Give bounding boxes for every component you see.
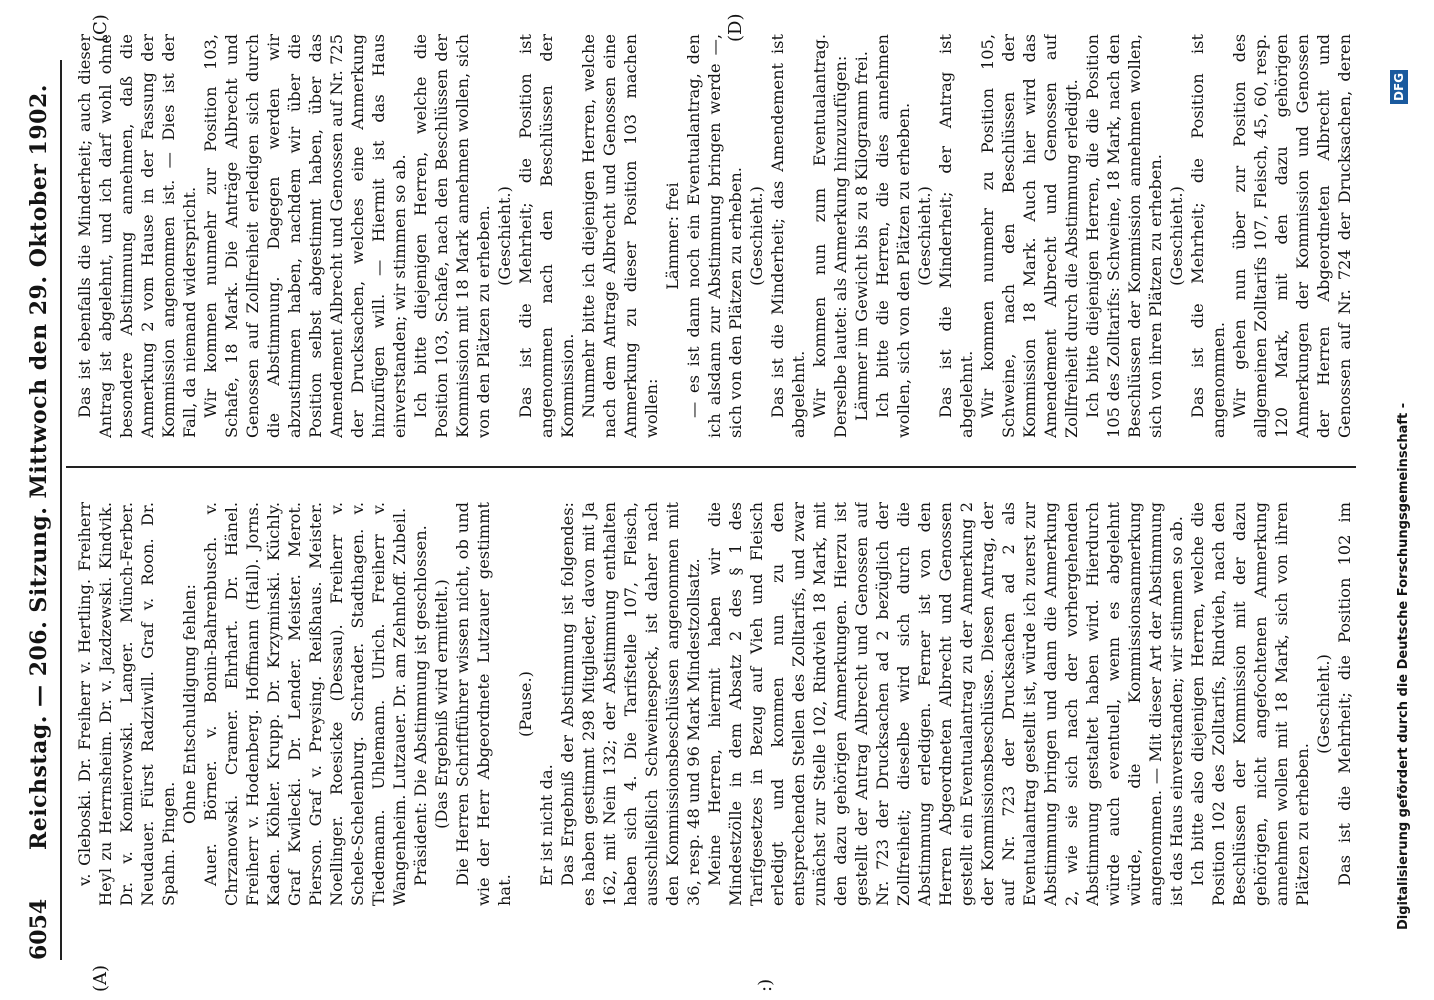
paragraph: Nunmehr bitte ich diejenigen Herren, welche nach dem Antrage Albrecht und Genossen eine Anmerkung zu dieser Position 103 machen wollen:	[579, 34, 661, 438]
right-text-column	[74, 34, 1356, 438]
paragraph: (Pause.)	[516, 671, 535, 737]
paragraph: (Das Ergebniß wird ermittelt.)	[432, 579, 451, 829]
running-title: Reichstag. — 206. Sitzung. Mittwoch den 29. Oktober 1902.	[26, 84, 52, 850]
paragraph: Wir kommen nunmehr zu Position 105, Schweine, nach den Beschlüssen der Kommission 18 Mark. Auch hier wird das Amendement Albrecht und Genossen auf Zollfreiheit durch die Abstimmung erledigt.	[978, 34, 1081, 438]
paragraph: Das ist ebenfalls die Minderheit; auch dieser Antrag ist abgelehnt, und ich darf wohl ohne besondere Abstimmung annehmen, daß die Anmerkung 2 vom Hause in der Fassung der Kommission angenommen ist. — Dies ist der Fall, da niemand widerspricht.	[75, 34, 199, 438]
paragraph: (Geschieht.)	[747, 186, 766, 286]
paragraph: Das ist die Mehrheit; die Position ist angenommen.	[1188, 34, 1228, 438]
paragraph: Das Ergebniß der Abstimmung ist folgendes: es haben gestimmt 298 Mitglieder, davon mit Ja 162, mit Nein 132; der Abstimmung enthalten haben sich 4. Die Tarifstelle 107, Fleisch, ausschließlich Schweinespeck, ist daher nach den Kommissionsbeschlüssen angenommen mit 36, resp. 48 und 96 Mark Mindestzollsatz.	[558, 502, 703, 906]
paragraph: Das ist die Mehrheit; die Position 102 im	[1335, 502, 1354, 886]
paragraph: Wir gehen nun über zur Position des allgemeinen Zolltarifs 107, Fleisch, 45, 60, resp. 120 Mark, mit den dazu gehörigen Anmerkungen der Kommission und Genossen der Herren Abgeordneten Albrecht und Genossen auf Nr. 724 der Drucksachen, deren	[1230, 34, 1354, 438]
left-text-column	[74, 502, 1356, 906]
column-rule	[66, 466, 1356, 468]
paragraph: v. Gleboski. Dr. Freiherr v. Hertling. Freiherr Heyl zu Herrnsheim. Dr. v. Jazdzewski. Kindvik. Dr. v. Komierowski. Langer. Münch-Ferber. Neudauer. Fürst Radziwill. Graf v. Roon. Dr. Spahn. Pingen.	[75, 502, 178, 906]
paragraph: Meine Herren, hiermit haben wir die Mindestzölle in dem Absatz 2 des § 1 des Tarifgesetzes in Bezug auf Vieh und Fleisch erledigt und kommen nun zu den entsprechenden Stellen des Zolltarifs, und zwar zunächst zur Stelle 102, Rindvieh 18 Mark, mit den dazu gehörigen Anmerkungen. Hierzu ist gestellt der Antrag Albrecht und Genossen auf Nr. 723 der Drucksachen ad 2 bezüglich der Zollfreiheit; dieselbe wird sich durch die Abstimmung erledigen. Ferner ist von den Herren Abgeordneten Albrecht und Genossen gestellt ein Eventualantrag zu der Anmerkung 2 der Kommissionsbeschlüsse. Diesen Antrag, der auf Nr. 723 der Drucksachen ad 2 als Eventualantrag gestellt ist, würde ich zuerst zur Abstimmung bringen und dann die Anmerkung 2, wie sie sich nach der vorhergehenden Abstimmung gestaltet haben wird. Hierdurch würde auch eventuell, wenn es abgelehnt würde, die Kommissionsanmerkung angenommen. — Mit dieser Art der Abstimmung ist das Haus einverstanden; wir stimmen so ab.	[705, 502, 1186, 906]
paragraph: Das ist die Minderheit; das Amendement ist abgelehnt.	[768, 34, 808, 438]
paragraph: Auer. Börner. v. Bonin-Bahrenbusch. v. Chrzanowski. Cramer. Ehrhart. Dr. Hänel. Freiherr v. Hodenberg. Hoffmann (Hall). Jorns. Kaden. Köhler. Krupp. Dr. Krzyminski. Küchly. Graf Kwilecki. Dr. Lender. Meister. Merot. Pierson. Graf v. Preysing. Reißhaus. Meister. Noellinger. Roesicke (Dessau). Freiherr v. Schele-Schelenburg. Schrader. Stadthagen. v. Tiedemann. Uhlemann. Ulrich. Freiherr v. Wangenheim. Lutzauer. Dr. am Zehnhoff. Zubeil.	[201, 502, 409, 906]
page-header	[18, 60, 62, 960]
margin-mark-a: (A)	[90, 964, 111, 992]
paragraph: Ich bitte diejenigen Herren, die die Position 105 des Zolltarifs: Schweine, 18 Mark, nach den Beschlüssen der Kommission annehmen wollen, sich von ihren Plätzen zu erheben.	[1083, 34, 1165, 438]
paragraph: Die Herren Schriftführer wissen nicht, ob und wie der Herr Abgeordnete Lutzauer gestimmt hat.	[453, 502, 514, 906]
margin-mark-b: :)	[755, 978, 776, 992]
paragraph: (Geschieht.)	[915, 186, 934, 286]
paragraph: (Geschieht.)	[495, 186, 514, 286]
margin-mark-d: (D)	[725, 13, 746, 42]
paragraph: Das ist die Mehrheit; die Position ist angenommen nach den Beschlüssen der Kommission.	[516, 34, 577, 438]
paragraph: Ich bitte also diejenigen Herren, welche die Position 102 des Zolltarifs, Rindvieh, nach den Beschlüssen der Kommission mit der dazu gehörigen, nicht angefochtenen Anmerkung annehmen wollen mit 18 Mark, sich von ihren Plätzen zu erheben.	[1188, 502, 1312, 906]
digitization-footer	[1390, 70, 1420, 930]
footer-text: Digitalisierung gefördert durch die Deutsche Forschungsgemeinschaft -	[1396, 402, 1411, 930]
paragraph: Lämmer im Gewicht bis zu 8 Kilogramm frei.	[852, 51, 871, 421]
paragraph: (Geschieht.)	[1167, 186, 1186, 286]
paragraph: Ohne Entschuldigung fehlen:	[180, 584, 199, 824]
paragraph: Wir kommen nunmehr zur Position 103, Schafe, 18 Mark. Die Anträge Albrecht und Genossen auf Zollfreiheit erledigen sich durch die Abstimmung. Dagegen werden wir abzustimmen haben, nachdem wir über die Position selbst abgestimmt haben, über das Amendement Albrecht und Genossen auf Nr. 725 der Drucksachen, welches eine Anmerkung hinzufügen will. — Hiermit ist das Haus einverstanden; wir stimmen so ab.	[201, 34, 409, 438]
paragraph: Das ist die Minderheit; der Antrag ist abgelehnt.	[936, 34, 976, 438]
paragraph: (Geschieht.)	[1314, 654, 1333, 754]
page-number: 6054	[26, 898, 52, 960]
paragraph: Er ist nicht da.	[537, 764, 556, 886]
paragraph: Wir kommen nun zum Eventualantrag. Derselbe lautet: als Anmerkung hinzuzufügen:	[810, 34, 850, 438]
paragraph: Präsident: Die Abstimmung ist geschlossen.	[411, 525, 430, 886]
paragraph: — es ist dann noch ein Eventualantrag, den ich alsdann zur Abstimmung bringen werde —, sich von den Plätzen zu erheben.	[684, 34, 745, 438]
paragraph: Ich bitte die Herren, die dies annehmen wollen, sich von den Plätzen zu erheben.	[873, 34, 913, 438]
margin-mark-c: (C)	[90, 14, 111, 42]
dfg-logo: DFG	[1390, 70, 1408, 104]
paragraph: Ich bitte diejenigen Herren, welche die Position 103, Schafe, nach den Beschlüssen der Kommission mit 18 Mark annehmen wollen, sich von den Plätzen zu erheben.	[411, 34, 493, 438]
paragraph: Lämmer: frei	[663, 182, 682, 290]
